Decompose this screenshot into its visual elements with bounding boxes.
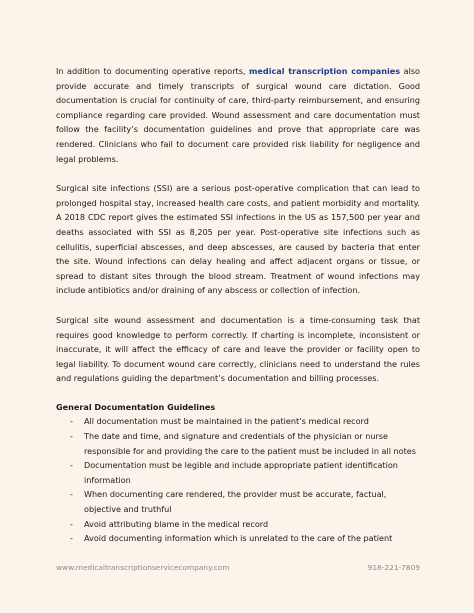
list-item (56, 487, 420, 516)
list-item-text: When documenting care rendered, the provider must be accurate, factual, objective and truthful (84, 489, 387, 515)
guidelines-heading: General Documentation Guidelines (56, 401, 216, 412)
bullet-dash: - (70, 489, 73, 500)
bullet-dash: - (70, 416, 73, 427)
list-item (56, 458, 420, 487)
list-item (56, 414, 420, 429)
intro-text-before: In addition to documenting operative reports, (56, 66, 249, 76)
guidelines-list (56, 414, 420, 545)
list-item (56, 517, 420, 532)
footer-website-link[interactable]: www.medicaltranscriptionservicecompany.com (56, 563, 230, 572)
list-item (56, 531, 420, 546)
assessment-paragraph: Surgical site wound assessment and documentation is a time-consuming task that requires good knowledge to perform correctly. If charting is incomplete, inconsistent or inaccurate, it will affect the efficacy of care and leave the provider or facility open to legal liability. To document wound care correctly, clinicians need to understand the rules and regulations guiding the department’s documentation and billing processes. (56, 314, 420, 384)
bullet-dash: - (70, 431, 73, 442)
list-item-text: Avoid attributing blame in the medical record (84, 518, 269, 529)
bullet-dash: - (70, 533, 73, 544)
list-item (56, 429, 420, 458)
intro-paragraph (56, 64, 420, 166)
list-item-text: The date and time, and signature and credentials of the physician or nurse responsible for and providing the care to the patient must be included in all notes (84, 431, 417, 456)
intro-text-after: also provide accurate and timely transcripts of surgical wound care dictation. Good documentation is crucial for continuity of care, third-party reimbursement, and ensuring compliance regarding care provided. Wound assessment and care documentation must follow the facility’s documentation guidelines and prove that appropriate care was rendered. Clinicians who fail to document care provided risk liability for negligence and legal problems. (56, 66, 420, 164)
bullet-dash: - (70, 460, 73, 471)
bullet-dash: - (70, 518, 73, 529)
footer-phone: 918-221-7809 (367, 563, 420, 572)
document-body (56, 64, 420, 546)
ssi-paragraph: Surgical site infections (SSI) are a serious post-operative complication that can lead to prolonged hospital stay, increased health care costs, and patient morbidity and mortality. A 2018 CDC report gives the estimated SSI infections in the US as 157,500 per year and deaths associated with SSI as 8,205 per year. Post-operative site infections such as cellulitis, superficial abscesses, and deep abscesses, are caused by bacteria that enter the site. Wound infections can delay healing and affect adjacent organs or tissue, or spread to distant sites through the blood stream. Treatment of wound infections may include antibiotics and/or draining of any abscess or collection of infection. (56, 183, 420, 296)
list-item-text: Documentation must be legible and include appropriate patient identification information (84, 460, 398, 485)
list-item-text: All documentation must be maintained in the patient’s medical record (84, 416, 369, 427)
medical-transcription-companies-link[interactable]: medical transcription companies (249, 66, 401, 76)
list-item-text: Avoid documenting information which is unrelated to the care of the patient (84, 533, 393, 544)
